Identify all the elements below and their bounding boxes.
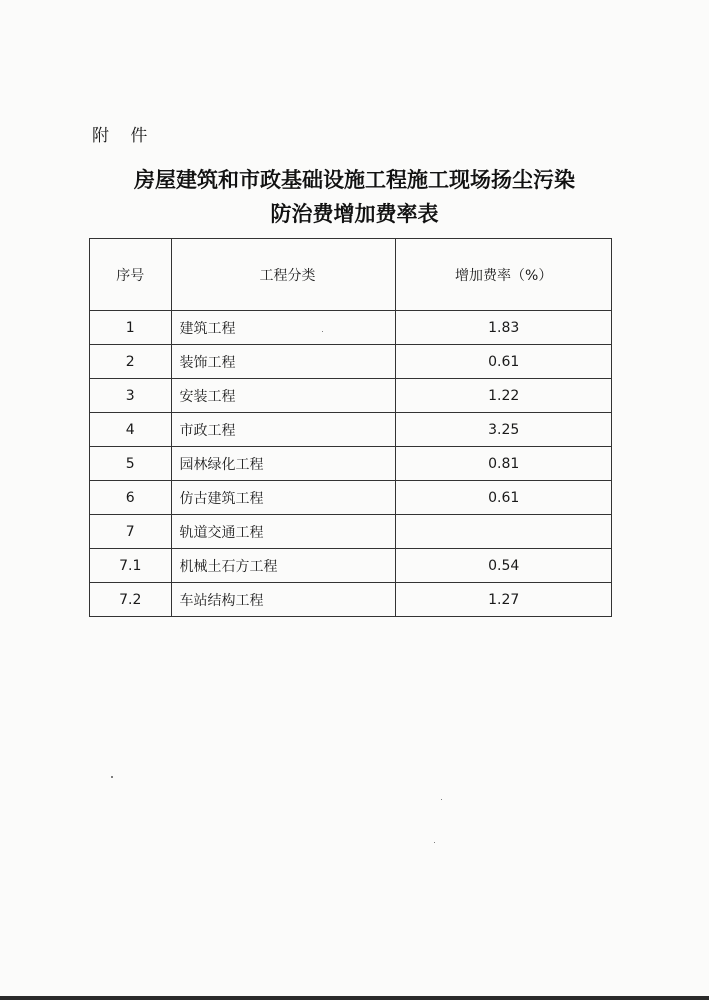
table-row <box>90 549 612 583</box>
row-project-category: 车站结构工程 <box>171 583 396 617</box>
row-increase-rate: 3.25 <box>396 413 612 447</box>
header-project-category: 工程分类 <box>171 239 396 311</box>
table-row <box>90 515 612 549</box>
row-serial-number: 3 <box>90 379 172 413</box>
row-project-category: 市政工程 <box>171 413 396 447</box>
document-title-line-1: 房屋建筑和市政基础设施工程施工现场扬尘污染 <box>134 167 575 192</box>
fee-rate-table <box>89 238 612 617</box>
scan-speck <box>434 842 435 843</box>
row-increase-rate: 1.27 <box>396 583 612 617</box>
scan-speck <box>322 331 323 332</box>
row-serial-number: 7.2 <box>90 583 172 617</box>
row-increase-rate: 0.61 <box>396 481 612 515</box>
row-serial-number: 5 <box>90 447 172 481</box>
table-row <box>90 481 612 515</box>
row-serial-number: 7.1 <box>90 549 172 583</box>
scan-speck <box>441 799 442 800</box>
attachment-label: 附 件 <box>92 126 156 146</box>
row-increase-rate <box>396 515 612 549</box>
scan-speck <box>111 776 113 778</box>
header-increase-rate: 增加费率（%） <box>396 239 612 311</box>
table-row <box>90 345 612 379</box>
table-row <box>90 583 612 617</box>
row-project-category: 仿古建筑工程 <box>171 481 396 515</box>
table-row <box>90 413 612 447</box>
document-title-line-2: 防治费增加费率表 <box>270 201 439 226</box>
row-project-category: 机械土石方工程 <box>171 549 396 583</box>
row-serial-number: 6 <box>90 481 172 515</box>
row-serial-number: 2 <box>90 345 172 379</box>
row-increase-rate: 1.83 <box>396 311 612 345</box>
row-increase-rate: 0.54 <box>396 549 612 583</box>
row-project-category: 安装工程 <box>171 379 396 413</box>
row-project-category: 园林绿化工程 <box>171 447 396 481</box>
row-project-category: 装饰工程 <box>171 345 396 379</box>
row-increase-rate: 0.61 <box>396 345 612 379</box>
table-row <box>90 379 612 413</box>
row-serial-number: 1 <box>90 311 172 345</box>
row-increase-rate: 1.22 <box>396 379 612 413</box>
row-project-category: 轨道交通工程 <box>171 515 396 549</box>
row-increase-rate: 0.81 <box>396 447 612 481</box>
table-row <box>90 311 612 345</box>
header-serial-number: 序号 <box>90 239 172 311</box>
row-serial-number: 4 <box>90 413 172 447</box>
table-row <box>90 447 612 481</box>
scan-bottom-edge <box>0 996 709 1000</box>
row-serial-number: 7 <box>90 515 172 549</box>
row-project-category: 建筑工程 <box>171 311 396 345</box>
table-header-row <box>90 239 612 311</box>
